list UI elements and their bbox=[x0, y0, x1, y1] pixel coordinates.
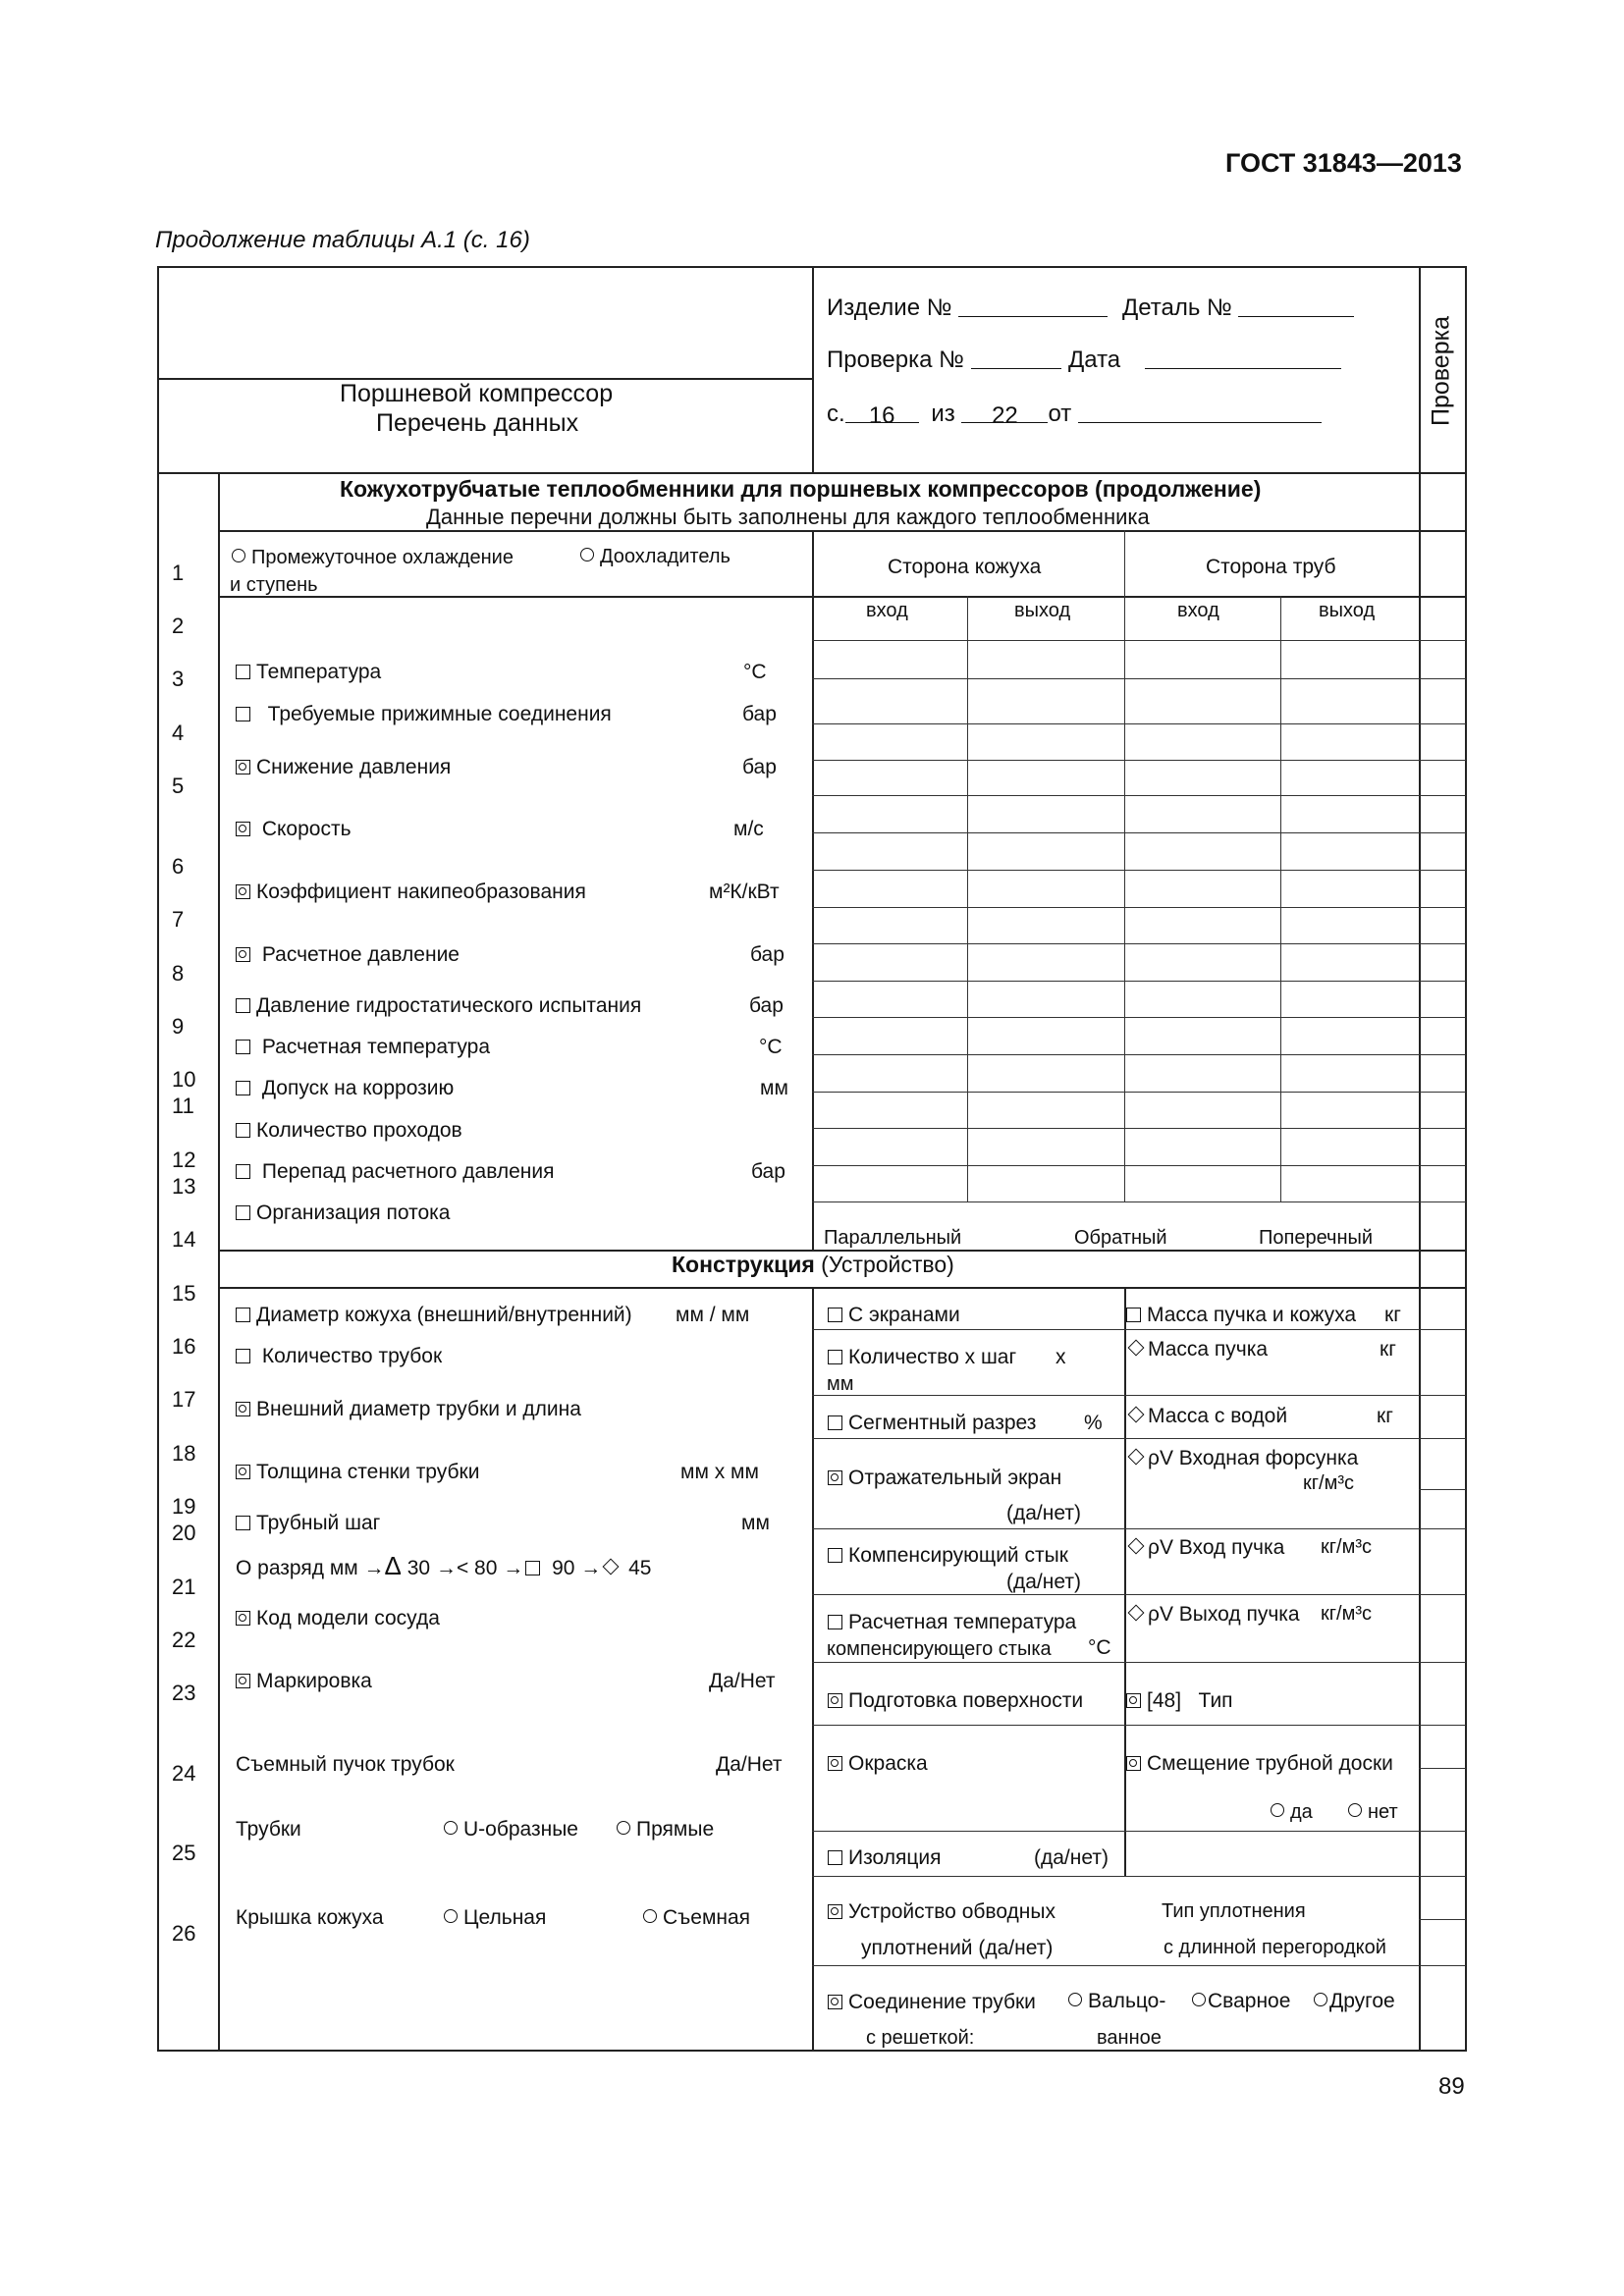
square-layout-icon[interactable] bbox=[525, 1561, 540, 1575]
detail-number-field[interactable]: Деталь № bbox=[1122, 296, 1354, 320]
joint-other-option[interactable]: Другое bbox=[1314, 1991, 1395, 2011]
checkbox-icon[interactable] bbox=[236, 1308, 250, 1322]
segment-cut-unit: % bbox=[1084, 1412, 1103, 1434]
row-number: 6 bbox=[172, 854, 185, 879]
shell-diameter-unit: мм / мм bbox=[676, 1304, 750, 1326]
param-design-pressure[interactable]: Расчетное давление bbox=[236, 944, 460, 965]
radio-icon[interactable] bbox=[1348, 1803, 1362, 1817]
with-screens[interactable]: С экранами bbox=[828, 1305, 960, 1325]
tubesheet-offset[interactable]: Смещение трубной доски bbox=[1126, 1753, 1393, 1774]
row-number: 20 bbox=[172, 1521, 196, 1545]
checkbox-selected-icon[interactable] bbox=[236, 1402, 250, 1416]
radio-icon[interactable] bbox=[1068, 1993, 1082, 2006]
removable-bundle: Съемный пучок трубок bbox=[236, 1753, 455, 1776]
row-number: 21 bbox=[172, 1575, 196, 1599]
joint-design-temp-line2: компенсирующего стыка bbox=[827, 1638, 1052, 1660]
param-corrosion-allowance[interactable]: Допуск на коррозию bbox=[236, 1078, 454, 1098]
radio-icon[interactable] bbox=[232, 549, 245, 562]
bundle-mass-unit: кг bbox=[1380, 1338, 1396, 1361]
row-number: 25 bbox=[172, 1841, 196, 1865]
param-clamp-connections[interactable]: Требуемые прижимные соединения bbox=[236, 704, 612, 724]
tube-od-length[interactable]: Внешний диаметр трубки и длина bbox=[236, 1399, 581, 1419]
seal-type: Тип уплотнения bbox=[1162, 1900, 1306, 1922]
tubes-label: Трубки bbox=[236, 1818, 301, 1841]
intercooling-option-line2: и ступень bbox=[230, 574, 318, 596]
row-number: 7 bbox=[172, 907, 185, 932]
flow-counter[interactable]: Обратный bbox=[1074, 1227, 1167, 1249]
joint-design-temp-unit: °C bbox=[1088, 1636, 1111, 1659]
radio-icon[interactable] bbox=[444, 1821, 458, 1835]
joint-design-temp[interactable]: Расчетная температура bbox=[828, 1612, 1076, 1632]
joint-welded-option[interactable]: Сварное bbox=[1192, 1991, 1290, 2011]
checkbox-selected-icon[interactable] bbox=[828, 1756, 842, 1771]
count-pitch-unit: мм bbox=[827, 1373, 854, 1395]
checkbox-icon[interactable] bbox=[236, 998, 250, 1013]
bundle-outlet-unit: кг/м³с bbox=[1321, 1603, 1373, 1625]
checkbox-selected-icon[interactable] bbox=[236, 760, 250, 774]
row-number: 22 bbox=[172, 1628, 196, 1652]
param-design-temperature[interactable]: Расчетная температура bbox=[236, 1037, 490, 1057]
checkbox-icon[interactable] bbox=[236, 1081, 250, 1095]
param-flow-arrangement[interactable]: Организация потока bbox=[236, 1202, 450, 1223]
wall-thickness-unit: мм х мм bbox=[680, 1461, 759, 1483]
row-number: 2 bbox=[172, 614, 185, 638]
flow-parallel[interactable]: Параллельный bbox=[824, 1227, 962, 1249]
diamond-icon[interactable] bbox=[1128, 1340, 1145, 1357]
checkbox-selected-icon[interactable] bbox=[828, 1995, 842, 2009]
param-design-pressure-diff[interactable]: Перепад расчетного давления bbox=[236, 1161, 555, 1182]
tube-side-header: Сторона труб bbox=[1206, 556, 1336, 578]
shell-cover-label: Крышка кожуха bbox=[236, 1906, 384, 1929]
checkbox-icon[interactable] bbox=[828, 1415, 842, 1430]
insulation[interactable]: Изоляция bbox=[828, 1847, 941, 1868]
shell-diameter[interactable]: Диаметр кожуха (внешний/внутренний) bbox=[236, 1305, 632, 1325]
checkbox-selected-icon[interactable] bbox=[1126, 1756, 1141, 1771]
triangle-icon[interactable]: Δ bbox=[384, 1551, 402, 1580]
row-number: 15 bbox=[172, 1281, 196, 1306]
row-number: 26 bbox=[172, 1921, 196, 1946]
radio-icon[interactable] bbox=[1271, 1803, 1284, 1817]
baffle-yn: (да/нет) bbox=[1006, 1502, 1081, 1524]
inlet-nozzle-rhov[interactable]: ρV Входная форсунка bbox=[1126, 1448, 1358, 1468]
checkbox-icon[interactable] bbox=[236, 1205, 250, 1220]
diamond-icon[interactable] bbox=[1128, 1407, 1145, 1423]
row-number: 1 bbox=[172, 561, 185, 585]
aftercooler-option[interactable]: Доохладитель bbox=[580, 547, 731, 566]
joint-rolled-line2: ванное bbox=[1097, 2027, 1162, 2049]
tube-pitch[interactable]: Трубный шаг bbox=[236, 1513, 380, 1533]
radio-icon[interactable] bbox=[444, 1909, 458, 1923]
checkbox-selected-icon[interactable] bbox=[828, 1904, 842, 1919]
param-unit: бар bbox=[749, 994, 784, 1017]
param-unit: бар bbox=[750, 943, 785, 966]
tube-outlet-header: выход bbox=[1319, 600, 1376, 621]
param-pressure-drop[interactable]: Снижение давления bbox=[236, 757, 451, 777]
param-unit: °C bbox=[743, 661, 767, 683]
bypass-seals[interactable]: Устройство обводных bbox=[828, 1901, 1056, 1922]
header-title-line2: Перечень данных bbox=[376, 409, 579, 437]
cover-removable-option[interactable]: Съемная bbox=[643, 1907, 750, 1928]
row-number: 13 bbox=[172, 1174, 196, 1199]
marking[interactable]: Маркировка bbox=[236, 1671, 372, 1691]
param-unit: м/с bbox=[733, 818, 764, 840]
param-unit: бар bbox=[742, 703, 777, 725]
checkbox-icon[interactable] bbox=[236, 1040, 250, 1054]
checkbox-icon[interactable] bbox=[236, 665, 250, 679]
row-number: 24 bbox=[172, 1761, 196, 1786]
shell-inlet-header: вход bbox=[866, 600, 908, 621]
param-fouling-factor[interactable]: Коэффициент накипеобразования bbox=[236, 881, 586, 902]
radio-icon[interactable] bbox=[580, 548, 594, 561]
radio-icon[interactable] bbox=[1314, 1993, 1327, 2006]
type-reference[interactable]: [48] Тип bbox=[1126, 1690, 1233, 1711]
diamond-icon[interactable] bbox=[1128, 1605, 1145, 1622]
param-unit: м²К/кВт bbox=[709, 881, 780, 903]
cover-solid-option[interactable]: Цельная bbox=[444, 1907, 546, 1928]
checkbox-selected-icon[interactable] bbox=[1126, 1693, 1141, 1708]
water-mass[interactable]: Масса с водой bbox=[1126, 1406, 1287, 1426]
row-number: 5 bbox=[172, 774, 185, 798]
tube-joint[interactable]: Соединение трубки bbox=[828, 1992, 1036, 2012]
header-title-line1: Поршневой компрессор bbox=[340, 380, 614, 407]
param-number-of-passes[interactable]: Количество проходов bbox=[236, 1120, 462, 1141]
row-number: 19 bbox=[172, 1494, 196, 1519]
surface-preparation[interactable]: Подготовка поверхности bbox=[828, 1690, 1083, 1711]
item-number-field[interactable]: Изделие № bbox=[827, 296, 1108, 320]
radio-icon[interactable] bbox=[643, 1909, 657, 1923]
row-number: 8 bbox=[172, 961, 185, 986]
section1-title: Кожухотрубчатые теплообменники для поршневых компрессоров (продолжение) bbox=[340, 476, 1262, 502]
insulation-yn: (да/нет) bbox=[1034, 1846, 1109, 1869]
sheet-field[interactable]: с. 16 из 22 от bbox=[827, 402, 1322, 426]
param-unit: бар bbox=[751, 1160, 785, 1183]
row-number: 17 bbox=[172, 1387, 196, 1412]
checkbox-selected-icon[interactable] bbox=[236, 1611, 250, 1626]
bundle-inlet-rhov[interactable]: ρV Вход пучка bbox=[1126, 1537, 1284, 1558]
inlet-nozzle-unit: кг/м³с bbox=[1303, 1472, 1355, 1494]
intercooling-option[interactable]: Промежуточное охлаждение bbox=[232, 548, 514, 567]
diamond-icon[interactable] bbox=[1128, 1538, 1145, 1555]
row-number: 14 bbox=[172, 1227, 196, 1252]
section2-title: Конструкция (Устройство) bbox=[672, 1252, 954, 1277]
checkbox-icon[interactable] bbox=[828, 1308, 842, 1322]
baffle-screen[interactable]: Отражательный экран bbox=[828, 1468, 1061, 1488]
row-number: 12 bbox=[172, 1148, 196, 1172]
param-hydrotest-pressure[interactable]: Давление гидростатического испытания bbox=[236, 995, 641, 1016]
checkbox-selected-icon[interactable] bbox=[236, 1674, 250, 1688]
check-number-field[interactable]: Проверка № bbox=[827, 348, 1061, 372]
param-velocity[interactable]: Скорость bbox=[236, 819, 352, 839]
row-number: 11 bbox=[172, 1094, 194, 1118]
row-number: 10 bbox=[172, 1067, 196, 1092]
water-mass-unit: кг bbox=[1377, 1405, 1393, 1427]
checkbox-icon[interactable] bbox=[236, 1164, 250, 1179]
checkbox-icon[interactable] bbox=[828, 1350, 842, 1364]
flow-cross[interactable]: Поперечный bbox=[1259, 1227, 1374, 1249]
row-number: 23 bbox=[172, 1681, 196, 1705]
bundle-shell-mass-unit: кг bbox=[1384, 1304, 1401, 1326]
marking-unit: Да/Нет bbox=[709, 1670, 776, 1692]
tube-wall-thickness[interactable]: Толщина стенки трубки bbox=[236, 1462, 479, 1482]
date-field[interactable]: Дата bbox=[1068, 348, 1341, 372]
checkbox-icon[interactable] bbox=[236, 1123, 250, 1138]
tube-inlet-header: вход bbox=[1177, 600, 1219, 621]
checkbox-selected-icon[interactable] bbox=[236, 947, 250, 962]
diamond-icon[interactable] bbox=[1128, 1449, 1145, 1466]
bundle-outlet-rhov[interactable]: ρV Выход пучка bbox=[1126, 1604, 1300, 1625]
shell-side-header: Сторона кожуха bbox=[888, 556, 1042, 578]
bundle-inlet-unit: кг/м³с bbox=[1321, 1536, 1373, 1558]
diamond-layout-icon[interactable] bbox=[603, 1559, 620, 1575]
painting[interactable]: Окраска bbox=[828, 1753, 928, 1774]
tubes-u-option[interactable]: U-образные bbox=[444, 1819, 578, 1840]
shell-outlet-header: выход bbox=[1014, 600, 1071, 621]
removable-bundle-unit: Да/Нет bbox=[716, 1753, 783, 1776]
tube-joint-line2: с решеткой: bbox=[866, 2027, 975, 2049]
param-unit: °C bbox=[759, 1036, 783, 1058]
param-unit: мм bbox=[760, 1077, 788, 1099]
row-number: 4 bbox=[172, 721, 185, 745]
checkbox-icon[interactable] bbox=[236, 1516, 250, 1530]
segment-cut[interactable]: Сегментный разрез bbox=[828, 1413, 1036, 1433]
tubesheet-yes-option[interactable]: да bbox=[1271, 1802, 1313, 1822]
page-number: 89 bbox=[1438, 2073, 1465, 2100]
row-number: 9 bbox=[172, 1014, 185, 1039]
bundle-shell-mass[interactable]: Масса пучка и кожуха bbox=[1126, 1305, 1356, 1325]
checkbox-icon[interactable] bbox=[828, 1615, 842, 1629]
cut-layout-options[interactable]: O разряд мм →Δ 30 →< 80 → 90 → 45 bbox=[236, 1551, 652, 1580]
param-unit: бар bbox=[742, 756, 777, 778]
checkbox-icon[interactable] bbox=[828, 1850, 842, 1865]
tubesheet-no-option[interactable]: нет bbox=[1348, 1802, 1398, 1822]
tube-pitch-unit: мм bbox=[741, 1512, 770, 1534]
expansion-joint-yn: (да/нет) bbox=[1006, 1571, 1081, 1593]
row-number: 18 bbox=[172, 1441, 196, 1466]
expansion-joint[interactable]: Компенсирующий стык bbox=[828, 1545, 1068, 1566]
bundle-mass[interactable]: Масса пучка bbox=[1126, 1339, 1268, 1360]
table-caption: Продолжение таблицы А.1 (с. 16) bbox=[155, 227, 530, 253]
radio-icon[interactable] bbox=[617, 1821, 630, 1835]
row-number: 16 bbox=[172, 1334, 196, 1359]
count-pitch[interactable]: Количество х шаг bbox=[828, 1347, 1016, 1367]
vessel-model-code[interactable]: Код модели сосуда bbox=[236, 1608, 440, 1629]
checkbox-selected-icon[interactable] bbox=[236, 1465, 250, 1479]
checkbox-selected-icon[interactable] bbox=[236, 884, 250, 899]
seal-type-line2: с длинной перегородкой bbox=[1164, 1937, 1386, 1958]
checkbox-icon[interactable] bbox=[236, 707, 250, 721]
standard-code: ГОСТ 31843—2013 bbox=[1225, 148, 1462, 178]
bypass-seals-line2: уплотнений (да/нет) bbox=[861, 1937, 1054, 1959]
joint-rolled-option[interactable]: Вальцо- bbox=[1068, 1991, 1165, 2011]
count-pitch-x: х bbox=[1056, 1346, 1066, 1368]
checkbox-icon[interactable] bbox=[236, 1349, 250, 1363]
checkbox-icon[interactable] bbox=[828, 1548, 842, 1563]
param-temperature[interactable]: Температура bbox=[236, 662, 381, 682]
row-number: 3 bbox=[172, 667, 185, 691]
tube-count[interactable]: Количество трубок bbox=[236, 1346, 442, 1366]
tubes-straight-option[interactable]: Прямые bbox=[617, 1819, 714, 1840]
checkbox-selected-icon[interactable] bbox=[828, 1693, 842, 1708]
checkbox-selected-icon[interactable] bbox=[828, 1470, 842, 1485]
checkbox-selected-icon[interactable] bbox=[236, 822, 250, 836]
section1-subtitle: Данные перечни должны быть заполнены для каждого теплообменника bbox=[426, 505, 1150, 529]
checkbox-icon[interactable] bbox=[1126, 1308, 1141, 1322]
radio-icon[interactable] bbox=[1192, 1993, 1206, 2006]
